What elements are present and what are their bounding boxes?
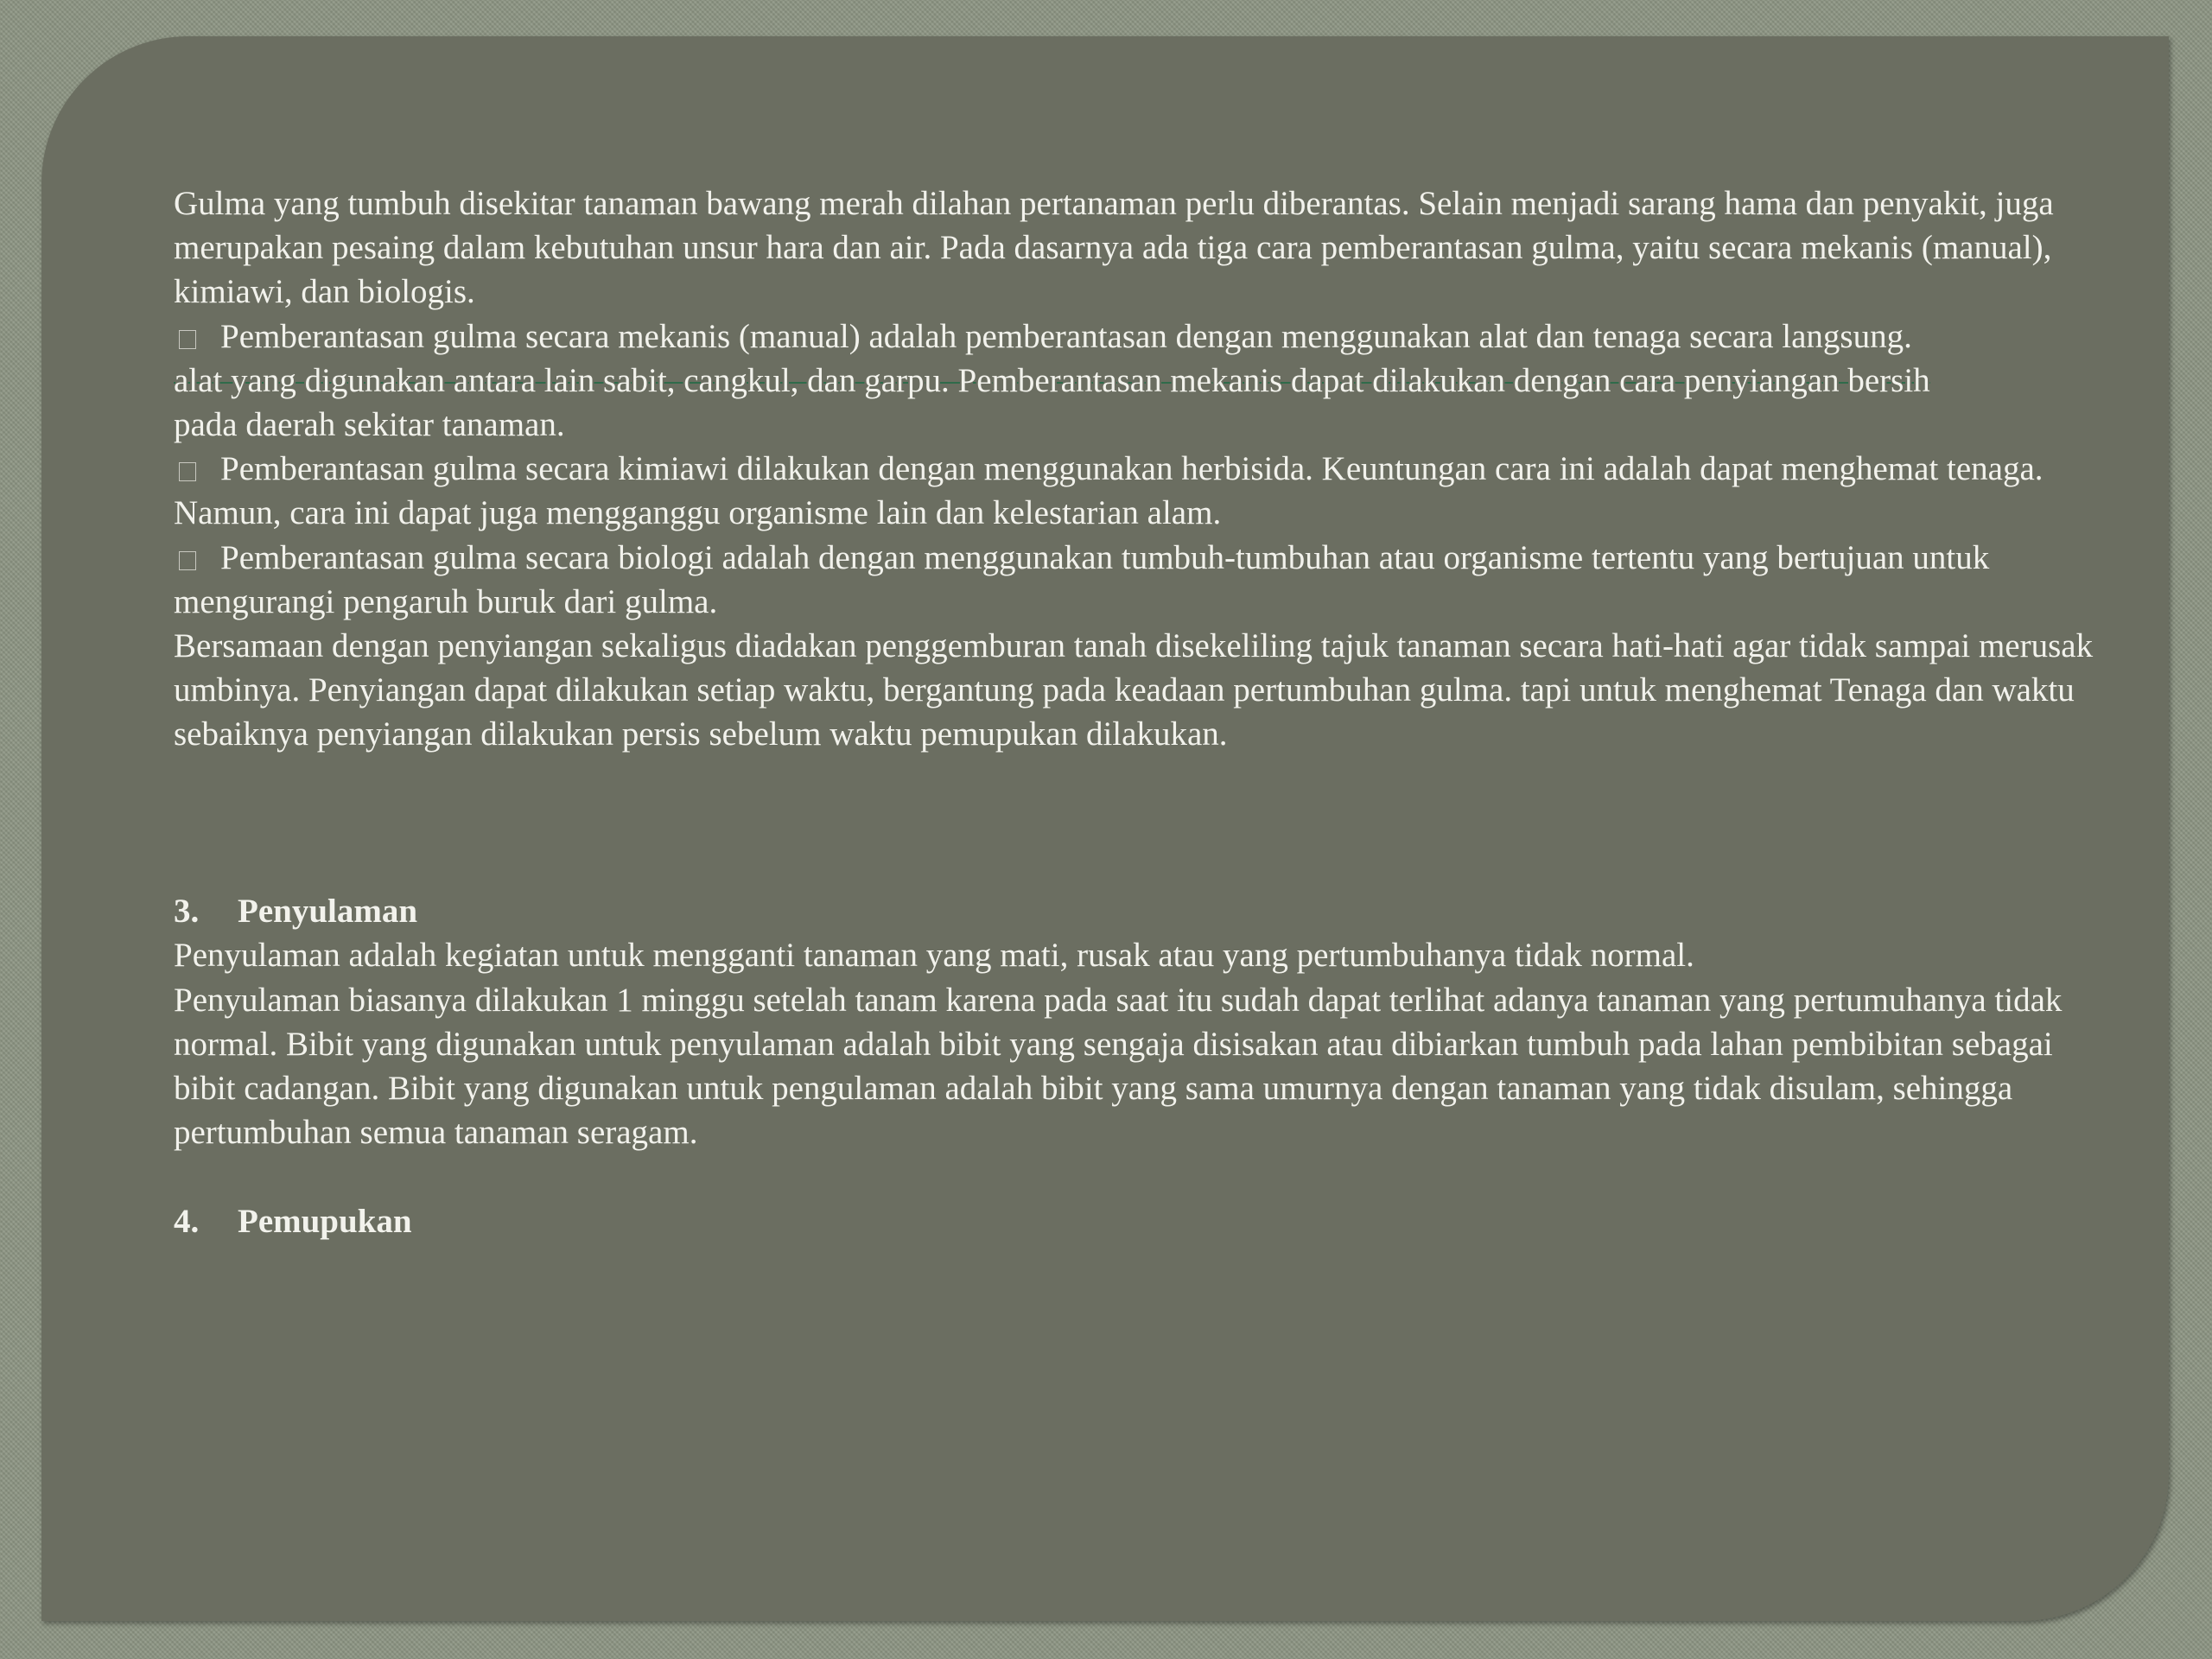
section-4-number: 4.	[174, 1202, 200, 1240]
section-3-heading	[174, 889, 2118, 933]
intro-paragraph: Gulma yang tumbuh disekitar tanaman bawang merah dilahan pertanaman perlu diberantas. Selain menjadi sarang hama dan penyakit, juga merupakan pesaing dalam kebutuhan unsur hara dan air. Pada dasarnya ada tiga cara pemberantasan gulma, yaitu secara mekanis (manual), kimiawi, dan biologis.	[174, 185, 2054, 311]
section-4-title: Pemupukan	[238, 1202, 412, 1240]
bullet-chemical	[174, 447, 2118, 535]
bullet-square-icon	[179, 551, 196, 570]
section-3-number: 3.	[174, 893, 200, 931]
bullet-mechanical-text-a: Pemberantasan gulma secara mekanis (manual) adalah pemberantasan dengan menggunakan alat dan tenaga secara langsung.	[220, 317, 1912, 355]
section-3-title: Penyulaman	[238, 893, 418, 931]
bullet-mechanical-text-c: pada daerah sekitar tanaman.	[174, 406, 565, 444]
bullet-square-icon	[179, 462, 196, 481]
bullet-biological-text: Pemberantasan gulma secara biologi adalah dengan menggunakan tumbuh-tumbuhan atau organisme tertentu yang bertujuan untuk mengurangi pengaruh buruk dari gulma.	[174, 538, 1990, 620]
section-3-paragraph-1: Penyulaman adalah kegiatan untuk mengganti tanaman yang mati, rusak atau yang pertumbuhanya tidak normal.	[174, 937, 1694, 975]
bullet-chemical-text: Pemberantasan gulma secara kimiawi dilakukan dengan menggunakan herbisida. Keuntungan cara ini adalah dapat menghemat tenaga. Namun, cara ini dapat juga mengganggu organisme lain dan kelestarian alam.	[174, 450, 2044, 532]
bullet-square-icon	[179, 330, 196, 349]
weeding-paragraph: Bersamaan dengan penyiangan sekaligus diadakan penggemburan tanah disekeliling tajuk tanaman secara hati-hati agar tidak sampai merusak umbinya. Penyiangan dapat dilakukan setiap waktu, bergantung pada keadaan pertumbuhan gulma. tapi untuk menghemat Tenaga dan waktu sebaiknya penyiangan dilakukan persis sebelum waktu pemupukan dilakukan.	[174, 627, 2094, 753]
slide-content	[174, 181, 2118, 1243]
bullet-mechanical	[174, 315, 2118, 448]
slide-panel	[41, 36, 2169, 1621]
bullet-mechanical-text-b: alat yang digunakan antara lain sabit, cangkul, dan garpu. Pemberantasan mekanis dapat dilakukan dengan cara penyiangan bersih	[174, 361, 1930, 399]
spacer	[174, 1154, 2118, 1198]
section-4-heading	[174, 1199, 2118, 1243]
bullet-biological	[174, 536, 2118, 624]
spacer	[174, 757, 2118, 890]
section-3-paragraph-2: Penyulaman biasanya dilakukan 1 minggu setelah tanam karena pada saat itu sudah dapat terlihat adanya tanaman yang pertumuhanya tidak normal. Bibit yang digunakan untuk penyulaman adalah bibit yang sengaja disisakan atau dibiarkan tumbuh pada lahan pembibitan sebagai bibit cadangan. Bibit yang digunakan untuk pengulaman adalah bibit yang sama umurnya dengan tanaman yang tidak disulam, sehingga pertumbuhan semua tanaman seragam.	[174, 981, 2063, 1152]
